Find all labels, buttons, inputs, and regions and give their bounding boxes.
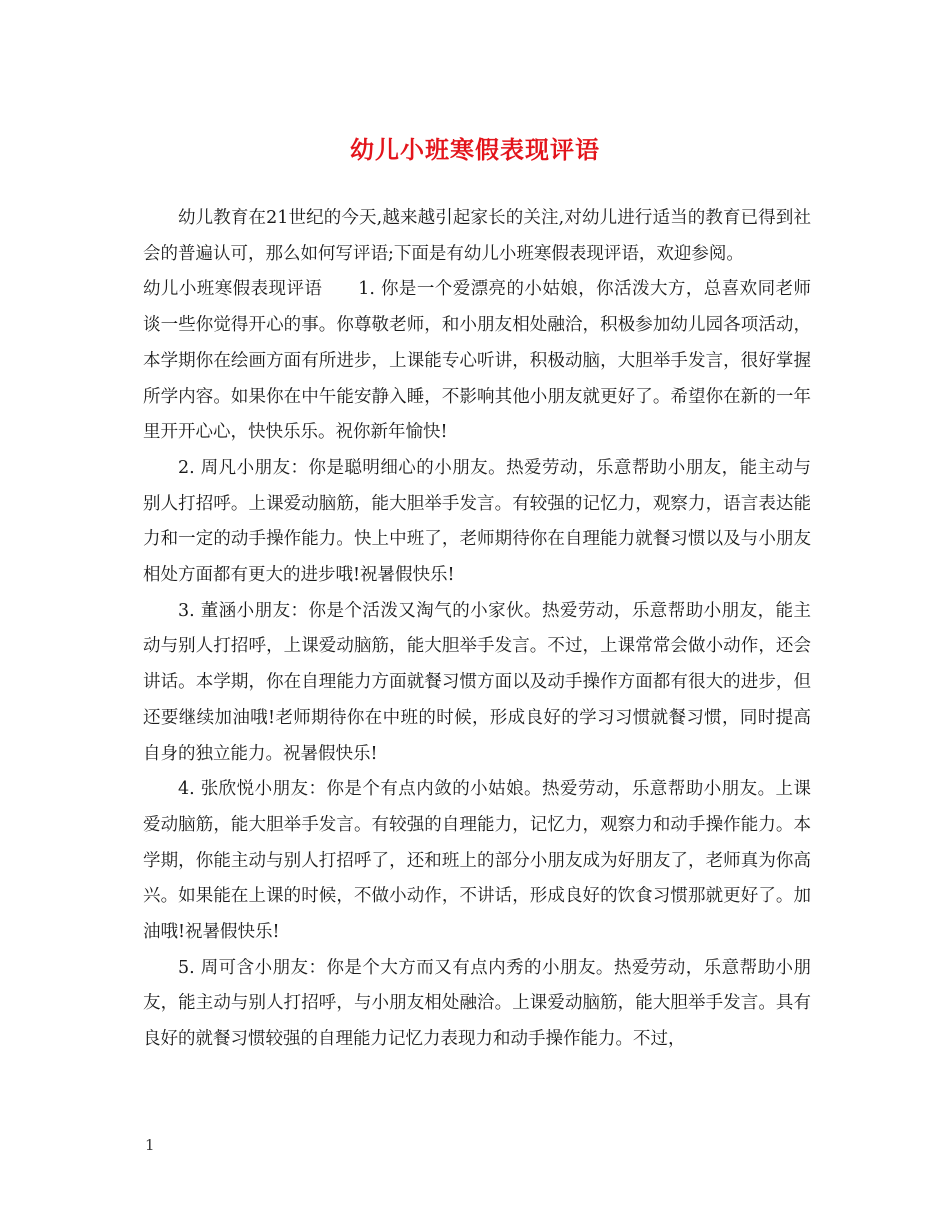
comment-paragraph-1: 幼儿小班寒假表现评语 1. 你是一个爱漂亮的小姑娘，你活泼大方，总喜欢同老师谈一些你觉得开心的事。你尊敬老师，和小朋友相处融洽，积极参加幼儿园各项活动，本学期你在绘画方面有所进步，上课能专心听讲，积极动脑，大胆举手发言，很好掌握所学内容。如果你在中午能安静入睡，不影响其他小朋友就更好了。希望你在新的一年里开开心心，快快乐乐。祝你新年愉快! xyxy=(143,279,811,443)
comment-paragraph-3: 3. 董涵小朋友：你是个活泼又淘气的小家伙。热爱劳动，乐意帮助小朋友，能主动与别人打招呼，上课爱动脑筋，能大胆举手发言。不过，上课常常会做小动作，还会讲话。本学期，你在自理能力方面就餐习惯方面以及动手操作方面都有很大的进步，但还要继续加油哦!老师期待你在中班的时候，形成良好的学习习惯就餐习惯，同时提高自身的独立能力。祝暑假快乐! xyxy=(143,600,811,764)
comment-paragraph-4: 4. 张欣悦小朋友：你是个有点内敛的小姑娘。热爱劳动，乐意帮助小朋友。上课爱动脑筋，能大胆举手发言。有较强的自理能力，记忆力，观察力和动手操作能力。本学期，你能主动与别人打招呼了，还和班上的部分小朋友成为好朋友了，老师真为你高兴。如果能在上课的时候，不做小动作，不讲话，形成良好的饮食习惯那就更好了。加油哦!祝暑假快乐! xyxy=(143,779,811,943)
document-title: 幼儿小班寒假表现评语 xyxy=(350,135,600,164)
document-body xyxy=(143,201,811,1058)
intro-paragraph: 幼儿教育在21世纪的今天,越来越引起家长的关注,对幼儿进行适当的教育已得到社会的普遍认可，那么如何写评语;下面是有幼儿小班寒假表现评语，欢迎参阅。 xyxy=(143,208,811,264)
page-number: 1 xyxy=(145,1136,155,1154)
comment-paragraph-5: 5. 周可含小朋友：你是个大方而又有点内秀的小朋友。热爱劳动，乐意帮助小朋友，能主动与别人打招呼，与小朋友相处融洽。上课爱动脑筋，能大胆举手发言。具有良好的就餐习惯较强的自理能力记忆力表现力和动手操作能力。不过， xyxy=(143,957,811,1050)
comment-paragraph-2: 2. 周凡小朋友：你是聪明细心的小朋友。热爱劳动，乐意帮助小朋友，能主动与别人打招呼。上课爱动脑筋，能大胆举手发言。有较强的记忆力，观察力，语言表达能力和一定的动手操作能力。快上中班了，老师期待你在自理能力就餐习惯以及与小朋友相处方面都有更大的进步哦!祝暑假快乐! xyxy=(143,457,811,586)
